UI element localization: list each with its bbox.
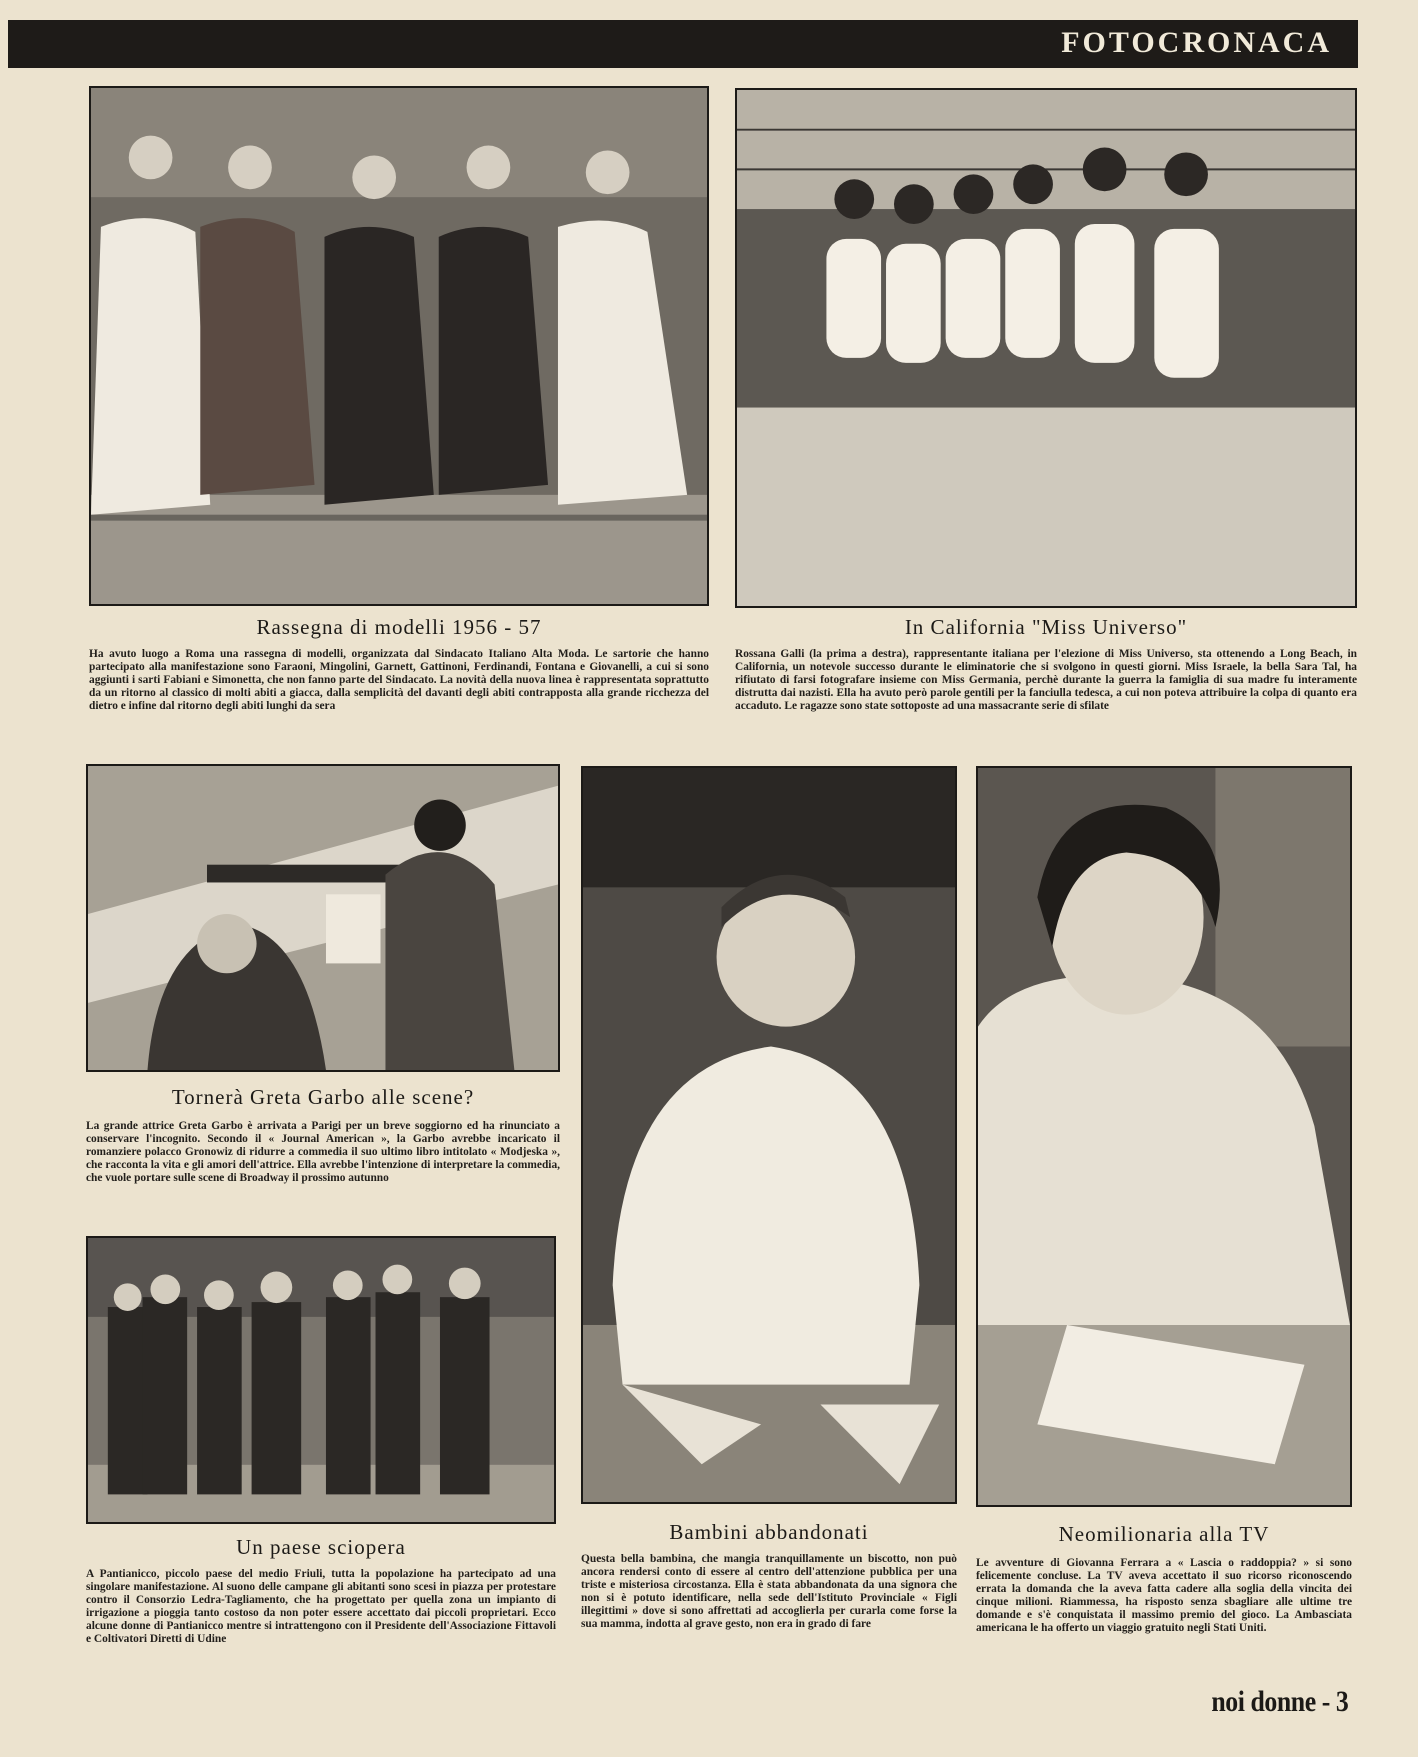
story-text-miss-universo: Rossana Galli (la prima a destra), rappresentante italiana per l'elezione di Miss Universo, sta ottenendo a Long Beach, in California, un notevole successo durante le eliminatorie che si svolgono in questi giorni. Miss Israele, la bella Sara Tal, ha rifiutato di farsi fotografare insieme con Miss Germania, perchè durante la guerra la famiglia di sua madre fu interamente distrutta dai nazisti. Ella ha avuto però parole gentili per la fanciulla tedesca, a cui non poteva attribuire la colpa di quanto era accaduto. Le ragazze sono state sottoposte ad una massacrante serie di sfilate xyxy=(735,648,1357,712)
magazine-brand: noi donne - 3 xyxy=(1210,1685,1348,1718)
section-label: FOTOCRONACA xyxy=(1061,26,1332,59)
header-bar xyxy=(8,20,1358,68)
story-title-baby: Bambini abbandonati xyxy=(669,1520,869,1544)
story-title-garbo: Tornerà Greta Garbo alle scene? xyxy=(171,1085,475,1109)
story-text-baby: Questa bella bambina, che mangia tranquillamente un biscotto, non può ancora rendersi conto di essere al centro dell'attenzione pubblica per una triste e misteriosa circostanza. Ella è stata abbandonata da una signora che non si è potuto identificare, nella sede dell'Istituto Provinciale « Figli illegittimi » dove si sono affrettati ad accoglierla per curarla come forse la sua mamma, indotta al grave gesto, non era in grado di fare xyxy=(581,1553,957,1630)
photo-tv-winner xyxy=(976,766,1352,1507)
photo-baby xyxy=(581,766,957,1504)
story-text-fashion: Ha avuto luogo a Roma una rassegna di modelli, organizzata dal Sindacato Italiano Alta Moda. Le sartorie che hanno partecipato alla manifestazione sono Faraoni, Mingolini, Garnett, Gattinoni, Ferdinandi, Fontana e Giovanelli, a cui si sono aggiunti i sarti Fabiani e Simonetta, che non fanno parte del Sindacato. La novità della nuova linea è rappresentata soprattutto da un ritorno al classico di molti abiti a giacca, dalla semplicità del davanti degli abiti contrapposta alla grande ricchezza del dietro e infine dal ritorno degli abiti lunghi da sera xyxy=(89,648,709,712)
story-text-tv: Le avventure di Giovanna Ferrara a « Lascia o raddoppia? » si sono felicemente concluse. La TV aveva accettato il suo ricorso riconoscendo errata la domanda che la aveva fatta cadere alla soglia della vincita dei cinque milioni. Riammessa, ha risposto senza sbagliare alle ultime tre domande e s'è conquistata il massimo premio del gioco. La Ambasciata americana le ha offerto un viaggio gratuito negli Stati Uniti. xyxy=(976,1557,1352,1634)
story-text-village: A Pantianicco, piccolo paese del medio Friuli, tutta la popolazione ha partecipato ad una singolare manifestazione. Al suono delle campane gli abitanti sono scesi in piazza per protestare contro il Consorzio Ledra-Tagliamento, che ha progettato per quella zona un impianto di irrigazione a pioggia tanto costoso da non poter essere accettato dai piccoli proprietari. Ecco alcune donne di Pantianicco mentre si intrattengono con il Presidente dell'Associazione Fittavoli e Coltivatori Diretti di Udine xyxy=(86,1568,556,1645)
story-title-miss-universo: In California "Miss Universo" xyxy=(904,615,1188,639)
story-text-garbo: La grande attrice Greta Garbo è arrivata a Parigi per un breve soggiorno ed ha rinunciato a conservare l'incognito. Secondo il « Journal American », la Garbo avrebbe incaricato il romanziere polacco Gronowiz di ridurre a commedia il suo ultimo libro intitolato « Modjeska », che racconta la vita e gli amori dell'attrice. Ella avrebbe l'intenzione di interpretare la commedia, che vuole portare sulle scene di Broadway il prossimo autunno xyxy=(86,1120,560,1184)
story-title-fashion: Rassegna di modelli 1956 - 57 xyxy=(256,615,542,639)
story-title-village: Un paese sciopera xyxy=(236,1535,406,1559)
photo-fashion-show xyxy=(89,86,709,606)
photo-greta-garbo xyxy=(86,764,560,1072)
story-title-tv: Neomilionaria alla TV xyxy=(1058,1522,1270,1546)
photo-miss-universo xyxy=(735,88,1357,608)
photo-village-protest xyxy=(86,1236,556,1524)
